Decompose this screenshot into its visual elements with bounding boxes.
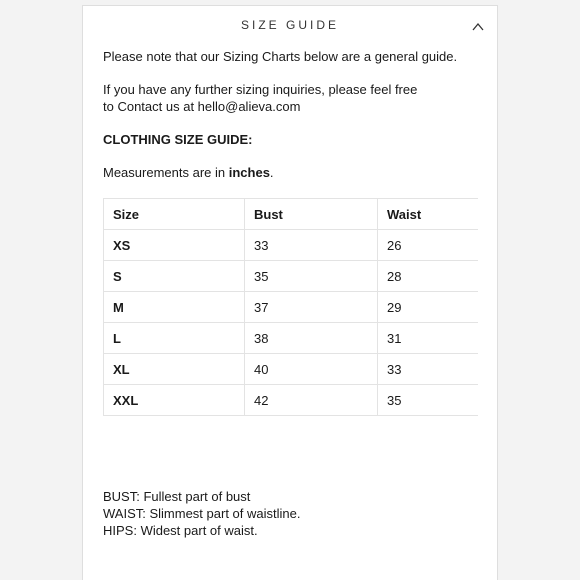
size-guide-content [103,46,477,416]
intro-text: Please note that our Sizing Charts below are a general guide. [103,49,458,64]
bust-cell: 33 [245,230,378,261]
measurement-suffix: . [269,165,274,180]
column-header-bust: Bust [245,199,378,230]
table-row [104,261,478,292]
contact-line-1: If you have any further sizing inquiries, please feel free [103,82,418,97]
size-guide-panel [82,5,498,580]
waist-cell: 28 [378,261,478,292]
size-cell: M [104,292,245,323]
note-waist: WAIST: Slimmest part of waistline. [103,506,301,521]
size-guide-title: SIZE GUIDE [240,18,339,32]
column-header-size: Size [104,199,245,230]
table-header-row [104,199,478,230]
size-cell: L [104,323,245,354]
table-row [104,323,478,354]
column-header-waist: Waist [378,199,478,230]
section-title: CLOTHING SIZE GUIDE: [103,132,253,147]
chevron-up-icon[interactable] [471,20,485,34]
bust-cell: 35 [245,261,378,292]
measurement-note [103,164,477,181]
table-row [104,230,478,261]
note-bust: BUST: Fullest part of bust [103,489,251,504]
measurement-unit: inches [228,165,270,180]
table-row [104,354,478,385]
bust-cell: 40 [245,354,378,385]
bust-cell: 38 [245,323,378,354]
waist-cell: 29 [378,292,478,323]
waist-cell: 33 [378,354,478,385]
table-row [104,292,478,323]
size-table [103,198,478,416]
size-cell: XL [104,354,245,385]
note-hips: HIPS: Widest part of waist. [103,523,258,538]
size-cell: XXL [104,385,245,416]
measurement-notes [103,488,300,539]
size-cell: S [104,261,245,292]
size-guide-header[interactable] [83,6,497,46]
bust-cell: 42 [245,385,378,416]
measurement-prefix: Measurements are in [103,165,229,180]
bust-cell: 37 [245,292,378,323]
size-cell: XS [104,230,245,261]
contact-text [103,81,477,115]
waist-cell: 26 [378,230,478,261]
table-row [104,385,478,416]
waist-cell: 35 [378,385,478,416]
waist-cell: 31 [378,323,478,354]
contact-line-2: to Contact us at hello@alieva.com [103,99,301,114]
